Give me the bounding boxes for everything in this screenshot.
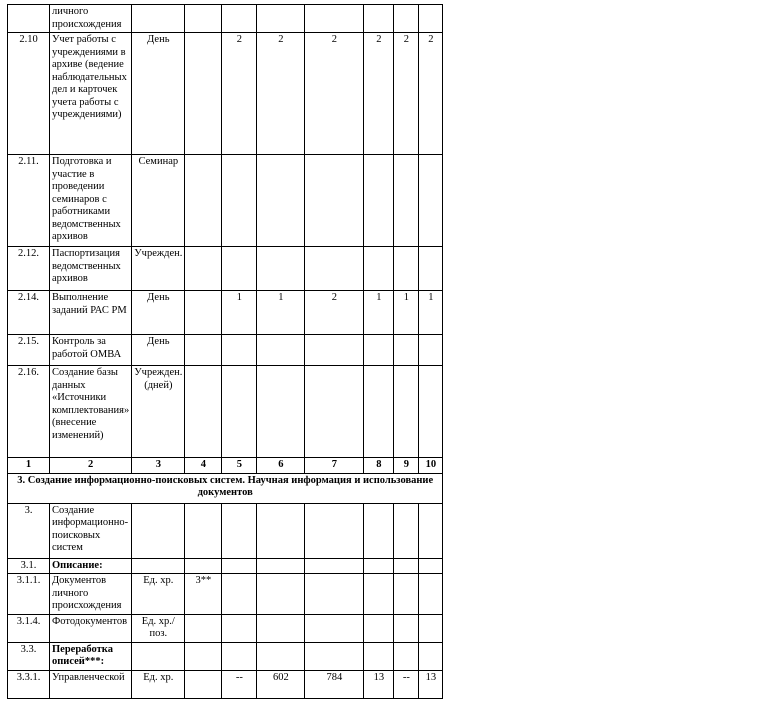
value-cell-8: 13 <box>364 670 394 698</box>
row-name-cell: Контроль за работой ОМВА <box>50 335 132 366</box>
row-unit-cell: Ед. хр. <box>132 574 185 615</box>
value-cell-6 <box>257 574 305 615</box>
value-cell-10 <box>419 558 443 574</box>
value-cell-10: 1 <box>419 291 443 335</box>
value-cell-10 <box>419 247 443 291</box>
row-name-cell: Документов личного происхождения <box>50 574 132 615</box>
value-cell-5: 2 <box>222 33 257 155</box>
value-cell-8 <box>364 155 394 247</box>
row-unit-cell: Семинар <box>132 155 185 247</box>
row-unit-cell: День <box>132 291 185 335</box>
row-unit-cell: День <box>132 335 185 366</box>
row-number-cell: 2.15. <box>8 335 50 366</box>
row-number-cell <box>8 5 50 33</box>
value-cell-8 <box>364 642 394 670</box>
value-cell-9: 2 <box>394 33 419 155</box>
row-name-cell: Управленческой <box>50 670 132 698</box>
value-cell-4 <box>185 503 222 558</box>
value-cell-9 <box>394 642 419 670</box>
row-unit-cell <box>132 642 185 670</box>
value-cell-6: 2 <box>257 33 305 155</box>
value-cell-8: 1 <box>364 291 394 335</box>
value-cell-7 <box>305 335 364 366</box>
value-cell-5 <box>222 247 257 291</box>
value-cell-7 <box>305 5 364 33</box>
value-cell-4 <box>185 291 222 335</box>
work-norms-table <box>7 4 443 699</box>
value-cell-10 <box>419 574 443 615</box>
value-cell-5 <box>222 366 257 458</box>
table-row <box>8 291 443 335</box>
value-cell-4 <box>185 642 222 670</box>
value-cell-7: 2 <box>305 33 364 155</box>
row-number-cell: 3.3. <box>8 642 50 670</box>
table-row <box>8 503 443 558</box>
value-cell-10 <box>419 5 443 33</box>
value-cell-8 <box>364 335 394 366</box>
column-number: 6 <box>257 458 305 474</box>
row-name-cell: Фотодокументов <box>50 614 132 642</box>
value-cell-8 <box>364 574 394 615</box>
value-cell-10 <box>419 503 443 558</box>
value-cell-4 <box>185 670 222 698</box>
value-cell-5 <box>222 614 257 642</box>
value-cell-4 <box>185 558 222 574</box>
value-cell-4 <box>185 247 222 291</box>
table-row <box>8 642 443 670</box>
row-unit-cell <box>132 5 185 33</box>
value-cell-5 <box>222 574 257 615</box>
column-number: 10 <box>419 458 443 474</box>
value-cell-9 <box>394 155 419 247</box>
table-row <box>8 155 443 247</box>
value-cell-10 <box>419 642 443 670</box>
value-cell-4 <box>185 5 222 33</box>
row-unit-cell <box>132 503 185 558</box>
value-cell-7: 2 <box>305 291 364 335</box>
value-cell-6 <box>257 558 305 574</box>
row-number-cell: 2.10 <box>8 33 50 155</box>
column-number: 4 <box>185 458 222 474</box>
value-cell-8: 2 <box>364 33 394 155</box>
table-row <box>8 5 443 33</box>
value-cell-10: 2 <box>419 33 443 155</box>
row-name-cell: личного происхождения <box>50 5 132 33</box>
row-unit-cell: Учрежден. (дней) <box>132 366 185 458</box>
value-cell-5 <box>222 155 257 247</box>
row-name-cell: Создание информационно-поисковых систем <box>50 503 132 558</box>
value-cell-7 <box>305 503 364 558</box>
value-cell-8 <box>364 558 394 574</box>
row-number-cell: 2.12. <box>8 247 50 291</box>
value-cell-6 <box>257 335 305 366</box>
table-row <box>8 247 443 291</box>
row-name-cell: Паспортизация ведомственных архивов <box>50 247 132 291</box>
row-number-cell: 3.1. <box>8 558 50 574</box>
column-number: 7 <box>305 458 364 474</box>
value-cell-9 <box>394 574 419 615</box>
table-row <box>8 574 443 615</box>
row-unit-cell: Ед. хр. <box>132 670 185 698</box>
row-name-cell: Описание: <box>50 558 132 574</box>
row-unit-cell: Ед. хр./поз. <box>132 614 185 642</box>
value-cell-5 <box>222 5 257 33</box>
value-cell-7: 784 <box>305 670 364 698</box>
value-cell-5 <box>222 558 257 574</box>
value-cell-9 <box>394 335 419 366</box>
column-number: 2 <box>50 458 132 474</box>
value-cell-6: 1 <box>257 291 305 335</box>
value-cell-9 <box>394 5 419 33</box>
value-cell-8 <box>364 366 394 458</box>
table-row <box>8 33 443 155</box>
value-cell-4 <box>185 33 222 155</box>
table-row <box>8 670 443 698</box>
value-cell-5: 1 <box>222 291 257 335</box>
value-cell-9: 1 <box>394 291 419 335</box>
value-cell-4 <box>185 614 222 642</box>
value-cell-7 <box>305 155 364 247</box>
row-name-cell: Подготовка и участие в проведении семинаров с работниками ведомственных архивов <box>50 155 132 247</box>
value-cell-7 <box>305 247 364 291</box>
value-cell-6 <box>257 614 305 642</box>
row-number-cell: 3.1.4. <box>8 614 50 642</box>
table-row <box>8 366 443 458</box>
value-cell-6 <box>257 247 305 291</box>
value-cell-10 <box>419 366 443 458</box>
value-cell-4 <box>185 335 222 366</box>
value-cell-7 <box>305 366 364 458</box>
row-number-cell: 3. <box>8 503 50 558</box>
row-name-cell: Учет работы с учреждениями в архиве (ведение наблюдательных дел и карточек учета работы с учреждениями) <box>50 33 132 155</box>
value-cell-6 <box>257 5 305 33</box>
section-heading-row <box>8 473 443 503</box>
row-number-cell: 3.3.1. <box>8 670 50 698</box>
value-cell-9 <box>394 558 419 574</box>
value-cell-9 <box>394 247 419 291</box>
value-cell-6: 602 <box>257 670 305 698</box>
row-number-cell: 2.14. <box>8 291 50 335</box>
value-cell-8 <box>364 614 394 642</box>
value-cell-9 <box>394 503 419 558</box>
value-cell-7 <box>305 642 364 670</box>
column-number: 5 <box>222 458 257 474</box>
value-cell-10: 13 <box>419 670 443 698</box>
value-cell-10 <box>419 335 443 366</box>
row-name-cell: Создание базы данных «Источники комплектования» (внесение изменений) <box>50 366 132 458</box>
value-cell-5 <box>222 335 257 366</box>
value-cell-10 <box>419 614 443 642</box>
value-cell-9 <box>394 614 419 642</box>
row-unit-cell: День <box>132 33 185 155</box>
value-cell-6 <box>257 642 305 670</box>
table-row <box>8 558 443 574</box>
row-unit-cell <box>132 558 185 574</box>
value-cell-5 <box>222 503 257 558</box>
row-number-cell: 2.11. <box>8 155 50 247</box>
value-cell-8 <box>364 247 394 291</box>
row-name-cell: Выполнение заданий РАС РМ <box>50 291 132 335</box>
section-heading: 3. Создание информационно-поисковых систем. Научная информация и использование документов <box>8 473 443 503</box>
value-cell-4 <box>185 155 222 247</box>
value-cell-8 <box>364 503 394 558</box>
row-number-cell: 2.16. <box>8 366 50 458</box>
value-cell-4 <box>185 366 222 458</box>
value-cell-7 <box>305 614 364 642</box>
value-cell-6 <box>257 155 305 247</box>
value-cell-5: -- <box>222 670 257 698</box>
value-cell-4: 3** <box>185 574 222 615</box>
column-number: 3 <box>132 458 185 474</box>
column-number: 9 <box>394 458 419 474</box>
row-number-cell: 3.1.1. <box>8 574 50 615</box>
value-cell-8 <box>364 5 394 33</box>
value-cell-5 <box>222 642 257 670</box>
row-name-cell: Переработка описей***: <box>50 642 132 670</box>
table-row <box>8 335 443 366</box>
column-number: 1 <box>8 458 50 474</box>
table-row <box>8 614 443 642</box>
row-unit-cell: Учрежден. <box>132 247 185 291</box>
column-numbers-row <box>8 458 443 474</box>
value-cell-6 <box>257 503 305 558</box>
column-number: 8 <box>364 458 394 474</box>
value-cell-9: -- <box>394 670 419 698</box>
value-cell-7 <box>305 574 364 615</box>
value-cell-10 <box>419 155 443 247</box>
value-cell-9 <box>394 366 419 458</box>
value-cell-7 <box>305 558 364 574</box>
value-cell-6 <box>257 366 305 458</box>
